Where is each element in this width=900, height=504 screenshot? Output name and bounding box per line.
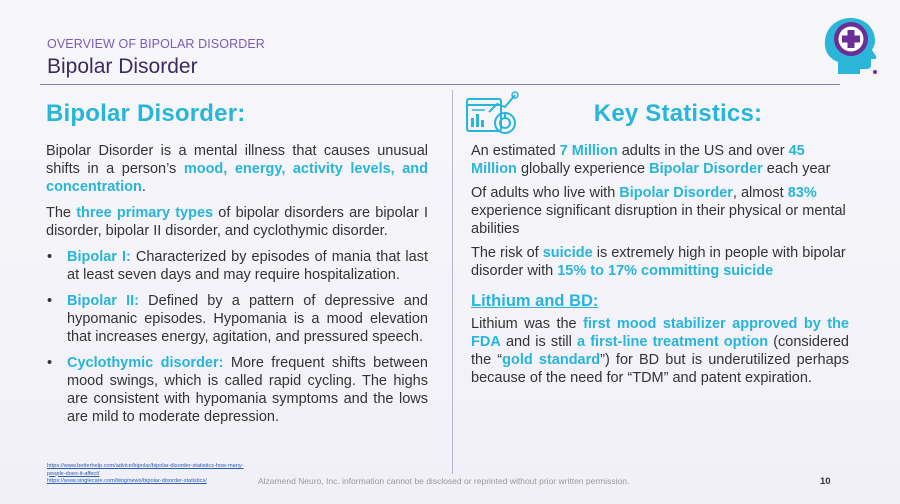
bipolar-overview-column: [46, 100, 428, 434]
key-statistics-column: [471, 100, 849, 393]
list-item-bipolar-ii: • Bipolar II: Defined by a pattern of depressive and hypomanic episodes. Hypomania is a mood elevation that increases energy, agitation, and pressured speech.: [46, 292, 428, 346]
footer-disclaimer: Alzamend Neuro, Inc. information cannot be disclosed or reprinted without prior written permission.: [258, 476, 630, 486]
references: [47, 463, 257, 486]
column-divider: [452, 90, 453, 474]
slide-title: Bipolar Disorder: [47, 55, 198, 78]
intro-paragraph: Bipolar Disorder is a mental illness that causes unusual shifts in a person’s mood, energy, activity levels, and concentration.: [46, 143, 428, 195]
head-with-cross-logo-icon: [818, 12, 882, 78]
page-number: 10: [820, 476, 831, 487]
section-overline: OVERVIEW OF BIPOLAR DISORDER: [47, 37, 265, 51]
reference-link-betterhelp[interactable]: https://www.betterhelp.com/advice/bipolar/bipolar-disorder-statistics-how-many-people-does-it-affect/: [47, 463, 244, 477]
stat-suicide: The risk of suicide is extremely high in people with bipolar disorder with 15% to 17% committing suicide: [471, 245, 846, 279]
list-item-bipolar-i: • Bipolar I: Characterized by episodes of mania that last at least seven days and may require hospitalization.: [46, 248, 428, 284]
stat-prevalence: An estimated 7 Million adults in the US and over 45 Million globally experience Bipolar Disorder each year: [471, 143, 831, 177]
stat-disruption: Of adults who live with Bipolar Disorder, almost 83% experience significant disruption in their physical or mental abilities: [471, 185, 846, 237]
types-list: [46, 248, 428, 426]
types-paragraph: The three primary types of bipolar disorders are bipolar I disorder, bipolar II disorder, and cyclothymic disorder.: [46, 205, 428, 239]
list-item-cyclothymic: • Cyclothymic disorder: More frequent shifts between mood swings, which is called rapid cycling. The highs are consistent with hypomania symptoms and the lows are mild to moderate depression.: [46, 354, 428, 426]
reference-link-singlecare[interactable]: https://www.singlecare.com/blog/news/bipolar-disorder-statistics/: [47, 478, 207, 484]
title-divider: [40, 84, 840, 85]
left-heading: Bipolar Disorder:: [46, 100, 246, 127]
lithium-heading: Lithium and BD:: [471, 292, 599, 310]
lithium-paragraph: Lithium was the first mood stabilizer approved by the FDA and is still a first-line treatment option (considered the “gold standard”) for BD but is underutilized perhaps because of the need for “TDM” and patent expiration.: [471, 316, 849, 386]
right-heading: Key Statistics:: [593, 100, 763, 127]
